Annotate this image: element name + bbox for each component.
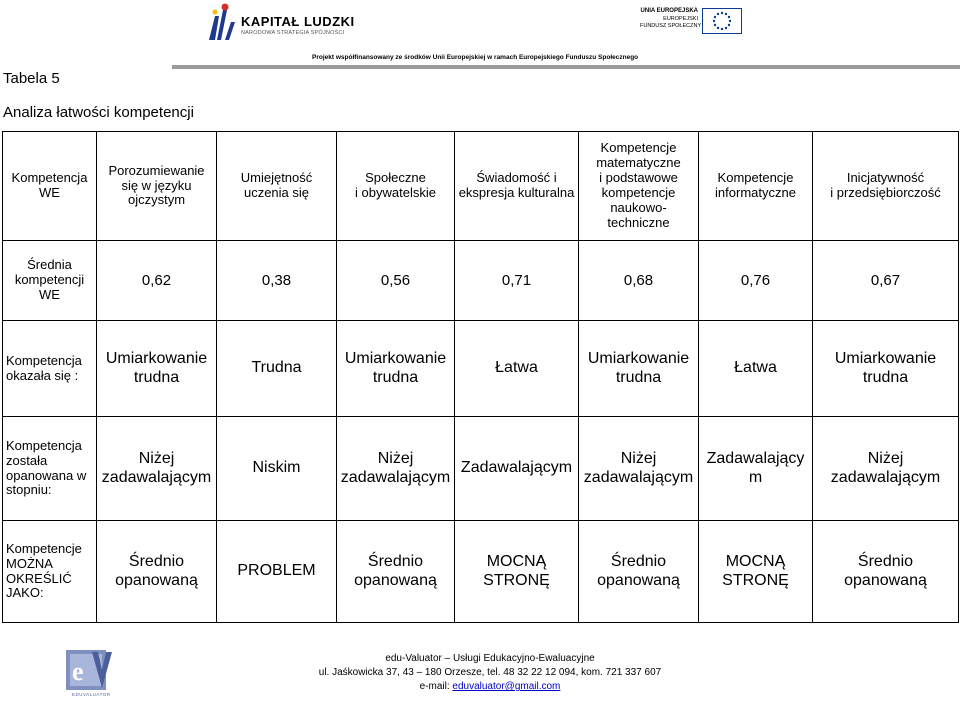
table-cell: MOCNĄ STRONĘ [455, 521, 579, 623]
table-row-difficulty [3, 321, 959, 417]
table-cell: 0,38 [217, 241, 337, 321]
table-row-classification [3, 521, 959, 623]
eduvaluator-logo-icon [66, 646, 126, 696]
kapital-ludzki-emblem-icon [205, 2, 235, 42]
table-cell: Umiarkowanie trudna [337, 321, 455, 417]
eu-line-2: EUROPEJSKI [663, 16, 698, 22]
table-title: Analiza łatwości kompetencji [3, 104, 194, 121]
project-cofinancing-note: Projekt współfinansowany ze środków Unii Europejskiej w ramach Europejskiego Funduszu Społecznego [312, 54, 639, 61]
table-cell: Zadawalający m [699, 417, 813, 521]
header-cell-competence: Kompetencja WE [3, 132, 97, 241]
table-cell: Łatwa [699, 321, 813, 417]
table-row-mastery-level [3, 417, 959, 521]
table-number: Tabela 5 [3, 70, 60, 87]
table-cell: Średnio opanowaną [97, 521, 217, 623]
footer-email-line [300, 680, 680, 694]
footer-company: edu-Valuator – Usługi Edukacyjno-Ewaluacyjne [385, 653, 595, 664]
table-cell: PROBLEM [217, 521, 337, 623]
header-cell: Społeczne i obywatelskie [337, 132, 455, 241]
table-cell: 0,68 [579, 241, 699, 321]
table-cell: 0,67 [813, 241, 959, 321]
kapital-ludzki-logo [205, 2, 365, 46]
eu-logo-text [640, 7, 702, 30]
table-cell: Średnio opanowaną [813, 521, 959, 623]
table-cell: Umiarkowanie trudna [579, 321, 699, 417]
header-cell: Kompetencje matematyczne i podstawowe kompetencje naukowo-techniczne [579, 132, 699, 241]
table-cell: Niżej zadawalającym [813, 417, 959, 521]
row-label: Kompetencja została opanowana w stopniu: [3, 417, 97, 521]
eu-line-1: UNIA EUROPEJSKA [640, 8, 698, 14]
footer-email-label: e-mail: [419, 681, 450, 692]
table-cell: Średnio opanowaną [337, 521, 455, 623]
table-cell: 0,56 [337, 241, 455, 321]
footer-address: ul. Jaśkowicka 37, 43 – 180 Orzesze, tel. 48 32 22 12 094, kom. 721 337 607 [318, 667, 662, 678]
table-cell: 0,71 [455, 241, 579, 321]
table-row-average [3, 241, 959, 321]
competence-analysis-table [2, 131, 959, 623]
table-cell: Zadawalającym [455, 417, 579, 521]
header-cell: Porozumiewanie się w języku ojczystym [97, 132, 217, 241]
table-cell: 0,76 [699, 241, 813, 321]
eduvaluator-logo-caption: EDUVALUATOR [72, 692, 111, 697]
row-label: Kompetencje MOŻNA OKREŚLIĆ JAKO: [3, 521, 97, 623]
table-cell: Umiarkowanie trudna [813, 321, 959, 417]
header-cell: Inicjatywność i przedsiębiorczość [813, 132, 959, 241]
table-cell: Średnio opanowaną [579, 521, 699, 623]
kapital-ludzki-subtitle: NARODOWA STRATEGIA SPÓJNOŚCI [241, 30, 345, 36]
table-cell: Niżej zadawalającym [97, 417, 217, 521]
row-label: Kompetencja okazała się : [3, 321, 97, 417]
table-cell: Umiarkowanie trudna [97, 321, 217, 417]
table-cell: Niżej zadawalającym [579, 417, 699, 521]
header-cell: Kompetencje informatyczne [699, 132, 813, 241]
header-cell: Umiejętność uczenia się [217, 132, 337, 241]
table-cell: Niskim [217, 417, 337, 521]
header-cell: Świadomość i ekspresja kulturalna [455, 132, 579, 241]
table-cell: 0,62 [97, 241, 217, 321]
eu-logo [640, 7, 750, 37]
svg-text:e: e [72, 657, 84, 686]
header-divider [172, 65, 960, 69]
footer-contact [300, 652, 680, 694]
table-header-row [3, 132, 959, 241]
eu-line-3: FUNDUSZ SPOŁECZNY [640, 23, 702, 29]
kapital-ludzki-title: KAPITAŁ LUDZKI [241, 14, 355, 29]
footer-email-link[interactable]: eduvaluator@gmail.com [452, 681, 561, 692]
table-cell: Trudna [217, 321, 337, 417]
row-label: Średnia kompetencji WE [3, 241, 97, 321]
eu-flag-icon [702, 8, 742, 34]
document-header [0, 0, 960, 70]
table-cell: Niżej zadawalającym [337, 417, 455, 521]
table-cell: MOCNĄ STRONĘ [699, 521, 813, 623]
table-cell: Łatwa [455, 321, 579, 417]
